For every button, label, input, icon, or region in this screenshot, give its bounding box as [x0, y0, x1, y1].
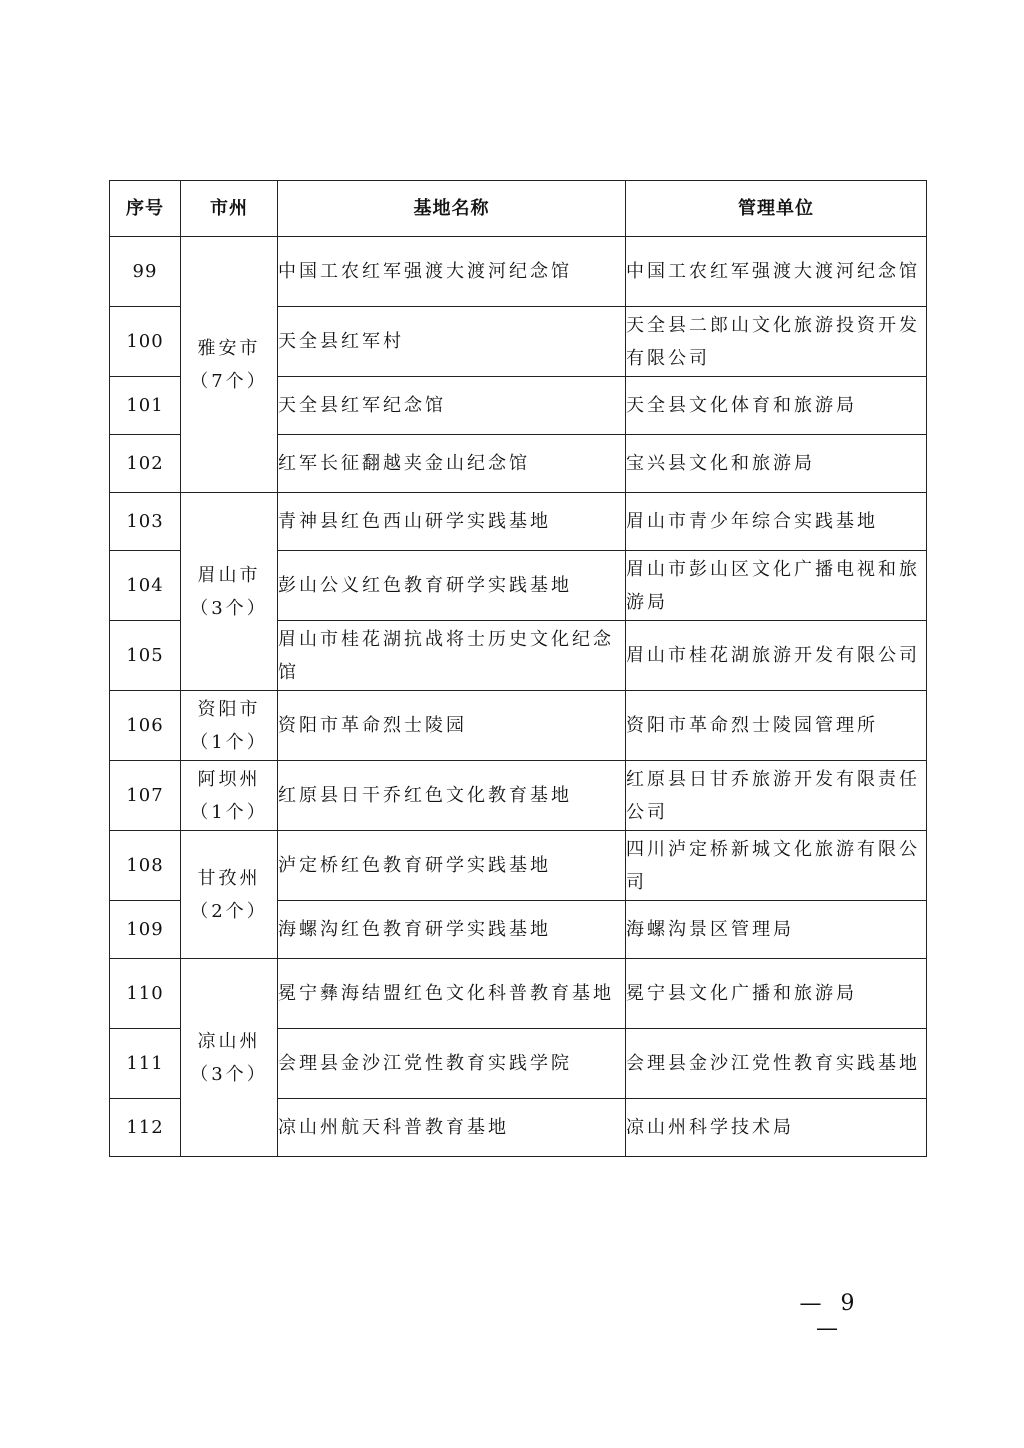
base-name: 海螺沟红色教育研学实践基地 — [278, 901, 626, 959]
row-number: 104 — [110, 551, 181, 621]
row-number: 112 — [110, 1099, 181, 1157]
management-unit: 天全县二郎山文化旅游投资开发有限公司 — [626, 307, 927, 377]
table-row — [110, 761, 927, 831]
city-name: 眉山市 — [197, 564, 261, 586]
city-name: 凉山州 — [197, 1030, 261, 1052]
table-header-row — [110, 181, 927, 237]
city-count: （3个） — [190, 1063, 268, 1085]
base-name: 资阳市革命烈士陵园 — [278, 691, 626, 761]
row-number: 107 — [110, 761, 181, 831]
table-row — [110, 959, 927, 1029]
city-name: 雅安市 — [197, 337, 261, 359]
row-number: 111 — [110, 1029, 181, 1099]
header-base-name: 基地名称 — [278, 181, 626, 237]
management-unit: 红原县日甘乔旅游开发有限责任公司 — [626, 761, 927, 831]
city-name: 阿坝州 — [197, 768, 261, 790]
base-name: 会理县金沙江党性教育实践学院 — [278, 1029, 626, 1099]
city-cell — [181, 831, 278, 959]
city-count: （7个） — [190, 370, 268, 392]
management-unit: 凉山州科学技术局 — [626, 1099, 927, 1157]
management-unit: 海螺沟景区管理局 — [626, 901, 927, 959]
header-management-unit: 管理单位 — [626, 181, 927, 237]
city-cell — [181, 761, 278, 831]
row-number: 101 — [110, 377, 181, 435]
table-row — [110, 493, 927, 551]
management-unit: 宝兴县文化和旅游局 — [626, 435, 927, 493]
table-row — [110, 831, 927, 901]
management-unit: 四川泸定桥新城文化旅游有限公司 — [626, 831, 927, 901]
base-name: 红原县日干乔红色文化教育基地 — [278, 761, 626, 831]
base-name: 凉山州航天科普教育基地 — [278, 1099, 626, 1157]
row-number: 109 — [110, 901, 181, 959]
management-unit: 眉山市桂花湖旅游开发有限公司 — [626, 621, 927, 691]
base-list-table — [109, 180, 927, 1157]
city-name: 资阳市 — [197, 698, 261, 720]
row-number: 108 — [110, 831, 181, 901]
management-unit: 眉山市彭山区文化广播电视和旅游局 — [626, 551, 927, 621]
base-name: 彭山公义红色教育研学实践基地 — [278, 551, 626, 621]
city-cell — [181, 237, 278, 493]
base-name: 眉山市桂花湖抗战将士历史文化纪念馆 — [278, 621, 626, 691]
row-number: 106 — [110, 691, 181, 761]
base-name: 中国工农红军强渡大渡河纪念馆 — [278, 237, 626, 307]
management-unit: 中国工农红军强渡大渡河纪念馆 — [626, 237, 927, 307]
base-name: 冕宁彝海结盟红色文化科普教育基地 — [278, 959, 626, 1029]
management-unit: 冕宁县文化广播和旅游局 — [626, 959, 927, 1029]
header-city: 市州 — [181, 181, 278, 237]
city-name: 甘孜州 — [197, 867, 261, 889]
base-name: 泸定桥红色教育研学实践基地 — [278, 831, 626, 901]
base-name: 红军长征翻越夹金山纪念馆 — [278, 435, 626, 493]
city-count: （1个） — [190, 801, 268, 823]
city-cell — [181, 691, 278, 761]
row-number: 99 — [110, 237, 181, 307]
management-unit: 会理县金沙江党性教育实践基地 — [626, 1029, 927, 1099]
city-cell — [181, 959, 278, 1157]
management-unit: 资阳市革命烈士陵园管理所 — [626, 691, 927, 761]
row-number: 110 — [110, 959, 181, 1029]
base-name: 天全县红军纪念馆 — [278, 377, 626, 435]
city-count: （2个） — [190, 900, 268, 922]
row-number: 102 — [110, 435, 181, 493]
management-unit: 眉山市青少年综合实践基地 — [626, 493, 927, 551]
table-row — [110, 237, 927, 307]
base-name: 青神县红色西山研学实践基地 — [278, 493, 626, 551]
row-number: 100 — [110, 307, 181, 377]
base-name: 天全县红军村 — [278, 307, 626, 377]
page-number: — 9 — — [799, 1291, 861, 1341]
header-index: 序号 — [110, 181, 181, 237]
row-number: 105 — [110, 621, 181, 691]
city-count: （1个） — [190, 731, 268, 753]
management-unit: 天全县文化体育和旅游局 — [626, 377, 927, 435]
row-number: 103 — [110, 493, 181, 551]
city-count: （3个） — [190, 597, 268, 619]
city-cell — [181, 493, 278, 691]
table-row — [110, 691, 927, 761]
